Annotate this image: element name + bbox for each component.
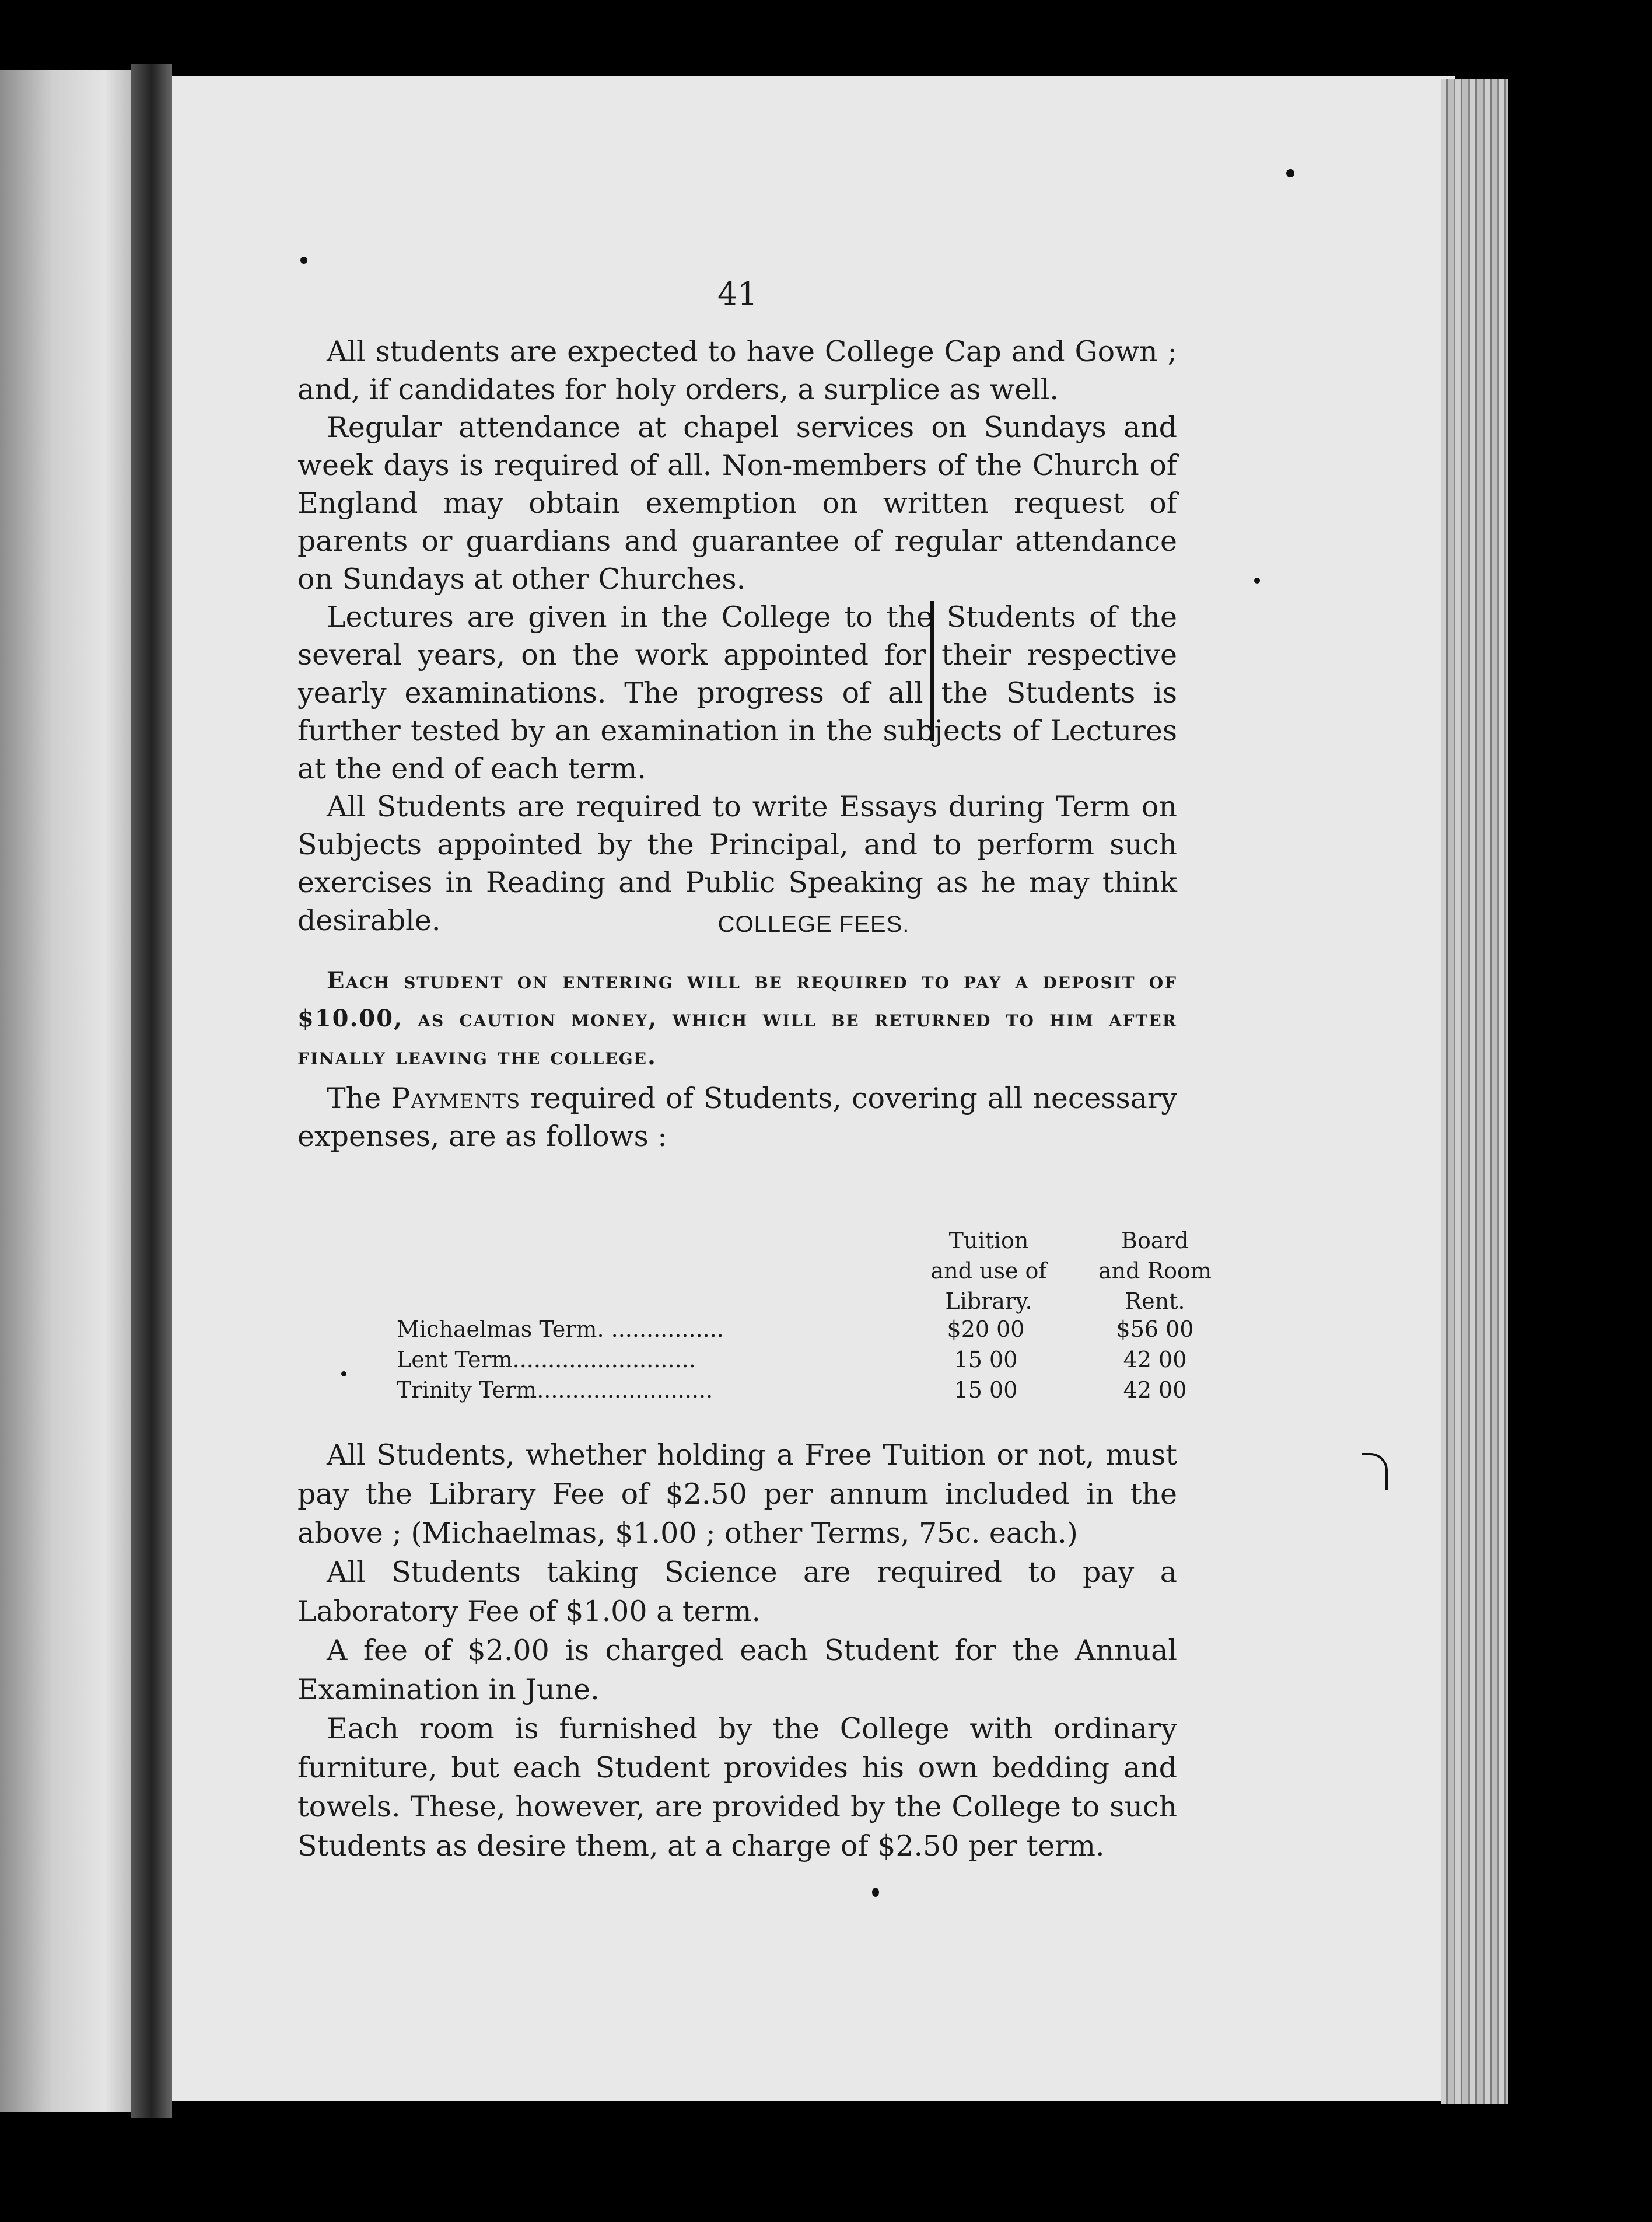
board-fee: $56 00 — [1116, 1316, 1194, 1342]
page-number: 41 — [718, 275, 758, 312]
caution-money-notice: Each student on entering will be required to pay a deposit of $10.00, as caution money, which will be returned to him after finally leaving the college. — [298, 967, 1177, 1070]
paragraph-room-furnishing: Each room is furnished by the College with ordinary furniture, but each Student provides his own bedding and towels. These, however, are provided by the College to such Students as desire them, at a charge of $2.50 per term. — [298, 1712, 1177, 1863]
pencil-mark — [1362, 1453, 1388, 1490]
paragraph-cap-and-gown: All students are expected to have College Cap and Gown ; and, if candidates for holy orders, a surplice as well. — [298, 335, 1177, 406]
paragraph-laboratory-fee: All Students taking Science are required to pay a Laboratory Fee of $1.00 a term. — [298, 1556, 1177, 1628]
board-header-line: Board — [1121, 1228, 1189, 1253]
pencil-mark — [930, 601, 935, 741]
payments-intro — [298, 1079, 1177, 1155]
tuition-column-header — [910, 1225, 1068, 1316]
board-header-line: Rent. — [1125, 1288, 1185, 1314]
term-name: Michaelmas Term. ................ — [397, 1316, 724, 1342]
board-fee: 42 00 — [1123, 1377, 1187, 1403]
tuition-header-line: Library. — [945, 1288, 1032, 1314]
fee-row-michaelmas — [397, 1316, 1231, 1348]
board-column-header — [1079, 1225, 1231, 1316]
tuition-fee: 15 00 — [954, 1347, 1018, 1372]
facing-page-edge — [0, 70, 131, 2112]
tuition-header-line: Tuition — [949, 1228, 1029, 1253]
fee-row-trinity — [397, 1377, 1231, 1409]
tuition-header-line: and use of — [930, 1258, 1047, 1284]
paragraph-examination-fee: A fee of $2.00 is charged each Student for the Annual Examination in June. — [298, 1634, 1177, 1706]
paragraph-chapel: Regular attendance at chapel services on Sundays and week days is required of all. Non-members of the Church of England may obtain exemption on written request of parents or guardians and guarantee of regular attendance on Sundays at other Churches. — [298, 411, 1177, 596]
board-fee: 42 00 — [1123, 1347, 1187, 1372]
term-name: Lent Term.......................... — [397, 1347, 696, 1372]
tuition-fee: 15 00 — [954, 1377, 1018, 1403]
payments-intro-after: required of Students, covering all necessary expenses, are as follows : — [298, 1082, 1177, 1153]
fee-row-lent — [397, 1347, 1231, 1378]
page-stack-edges — [1441, 79, 1508, 2104]
closing-text — [298, 1435, 1177, 1865]
term-name: Trinity Term......................... — [397, 1377, 713, 1403]
payments-intro-before: The — [327, 1082, 391, 1115]
tuition-fee: $20 00 — [947, 1316, 1025, 1342]
scan-speck — [341, 1371, 346, 1376]
paragraph-essays: All Students are required to write Essays during Term on Subjects appointed by the Principal, and to perform such exercises in Reading and Public Speaking as he may think desirable. — [298, 790, 1177, 937]
scan-speck — [1254, 578, 1260, 584]
book-page — [172, 76, 1455, 2101]
scan-speck — [872, 1888, 879, 1897]
section-heading: COLLEGE FEES. — [718, 911, 910, 937]
scan-speck — [300, 257, 307, 264]
body-text — [298, 333, 1177, 939]
payments-keyword: Payments — [391, 1082, 521, 1115]
board-header-line: and Room — [1098, 1258, 1212, 1284]
scan-speck — [1286, 169, 1294, 177]
book-gutter — [131, 64, 172, 2118]
paragraph-lectures: Lectures are given in the College to the Students of the several years, on the work appointed for their respective yearly examinations. The progress of all the Students is further tested by an examination in the subjects of Lectures at the end of each term. — [298, 600, 1177, 785]
paragraph-library-fee: All Students, whether holding a Free Tuition or not, must pay the Library Fee of $2.50 per annum included in the above ; (Michaelmas, $1.00 ; other Terms, 75c. each.) — [298, 1438, 1177, 1550]
